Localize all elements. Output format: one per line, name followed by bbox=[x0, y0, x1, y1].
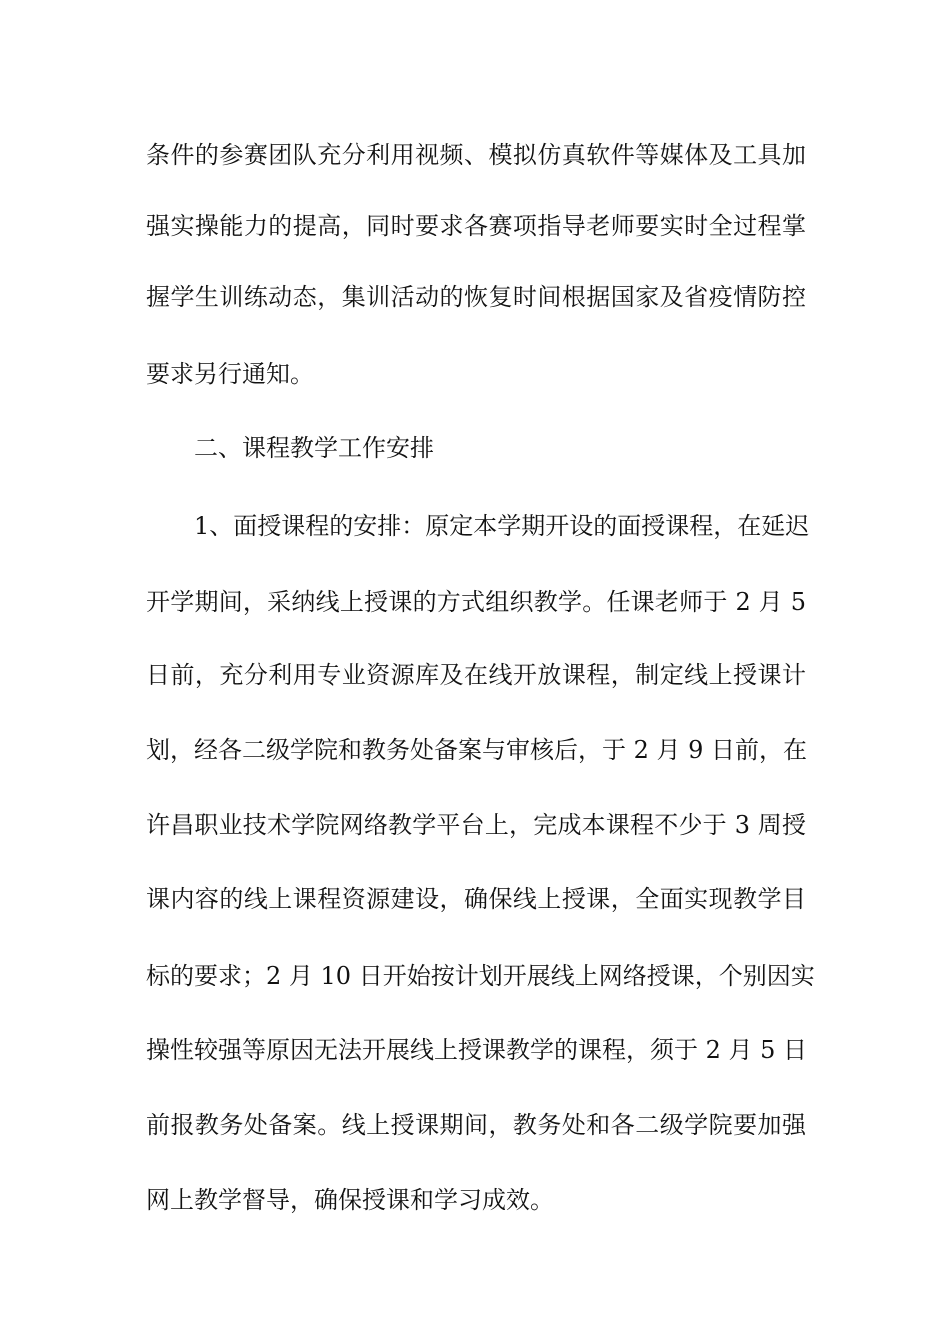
text-line: 握学生训练动态，集训活动的恢复时间根据国家及省疫情防控 bbox=[146, 283, 806, 311]
text-line: 许昌职业技术学院网络教学平台上，完成本课程不少于 3 周授 bbox=[146, 811, 806, 839]
text-line: 前报教务处备案。线上授课期间，教务处和各二级学院要加强 bbox=[146, 1111, 806, 1139]
section-heading: 二、课程教学工作安排 bbox=[194, 434, 434, 462]
text-line: 标的要求；2 月 10 日开始按计划开展线上网络授课，个别因实 bbox=[146, 962, 815, 990]
text-line: 操性较强等原因无法开展线上授课教学的课程，须于 2 月 5 日 bbox=[146, 1036, 808, 1064]
text-line: 网上教学督导，确保授课和学习成效。 bbox=[146, 1186, 554, 1214]
text-line: 要求另行通知。 bbox=[146, 360, 314, 388]
text-line: 开学期间，采纳线上授课的方式组织教学。任课老师于 2 月 5 bbox=[146, 588, 806, 616]
text-line: 课内容的线上课程资源建设，确保线上授课，全面实现教学目 bbox=[146, 885, 806, 913]
text-line: 划，经各二级学院和教务处备案与审核后，于 2 月 9 日前，在 bbox=[146, 736, 808, 764]
text-line: 1、面授课程的安排：原定本学期开设的面授课程，在延迟 bbox=[194, 512, 810, 540]
text-line: 条件的参赛团队充分利用视频、模拟仿真软件等媒体及工具加 bbox=[146, 141, 806, 169]
text-line: 日前，充分利用专业资源库及在线开放课程，制定线上授课计 bbox=[146, 661, 806, 689]
text-line: 强实操能力的提高，同时要求各赛项指导老师要实时全过程掌 bbox=[146, 212, 806, 240]
